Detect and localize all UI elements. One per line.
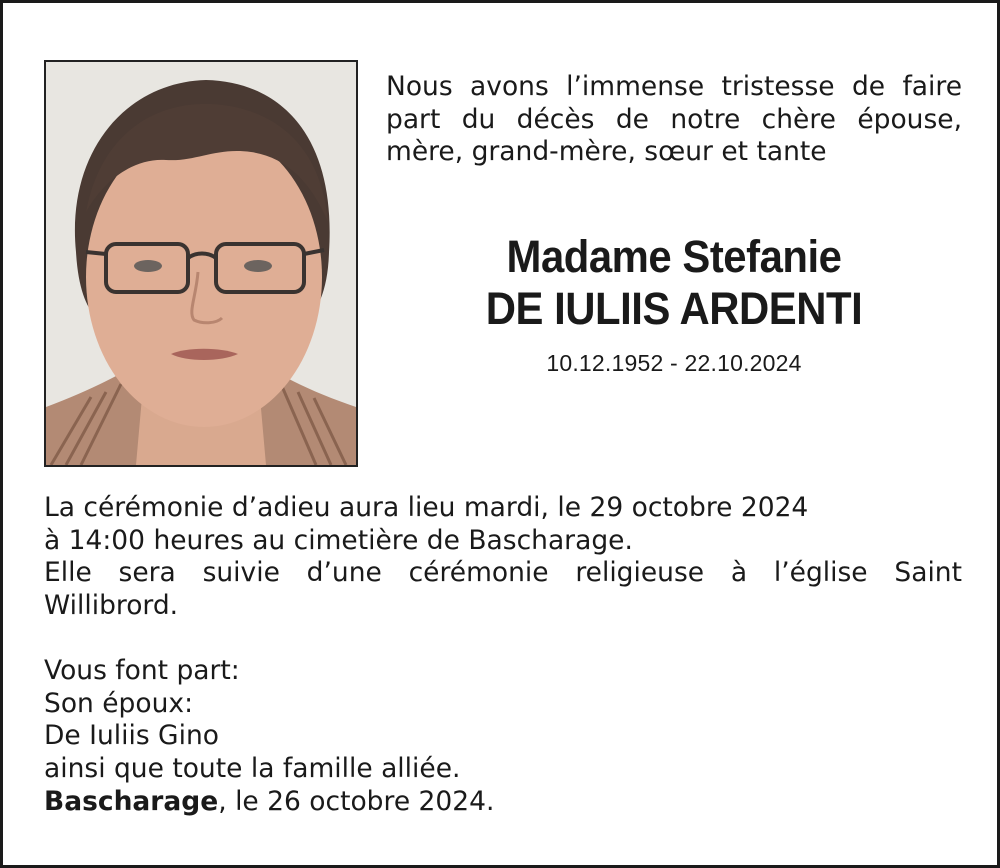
deceased-surname: DE IULIIS ARDENTI (485, 283, 863, 334)
family-line: ainsi que toute la famille alliée. (44, 752, 461, 784)
ceremony-line-4: Willibrord. (44, 589, 179, 621)
deceased-block (386, 231, 962, 377)
portrait-photo (44, 60, 358, 467)
ceremony-paragraph (44, 492, 962, 622)
deceased-first-name: Madame Stefanie (506, 231, 842, 282)
spouse-row (44, 688, 962, 753)
ceremony-line-1: La cérémonie d’adieu aura lieu mardi, le 29 octobre 2024 (44, 492, 809, 523)
announce-heading: Vous font part: (44, 655, 240, 686)
ceremony-line-2: à 14:00 heures au cimetière de Bascharage. (44, 524, 633, 556)
intro-text: Nous avons l’immense tristesse de faire part du décès de notre chère épouse, mère, grand-mère, sœur et tante (386, 71, 962, 167)
closing-place: Bascharage (44, 786, 219, 817)
closing-line (44, 786, 962, 819)
closing-date: , le 26 octobre 2024. (218, 786, 495, 817)
life-dates: 10.12.1952 - 22.10.2024 (546, 350, 802, 376)
spouse-name: De Iuliis Gino (44, 720, 219, 751)
spouse-label: Son époux: (44, 687, 193, 719)
ceremony-line-3: Elle sera suivie d’une cérémonie religieuse à l’église Saint (44, 557, 962, 588)
announcement-paragraph (44, 655, 962, 785)
